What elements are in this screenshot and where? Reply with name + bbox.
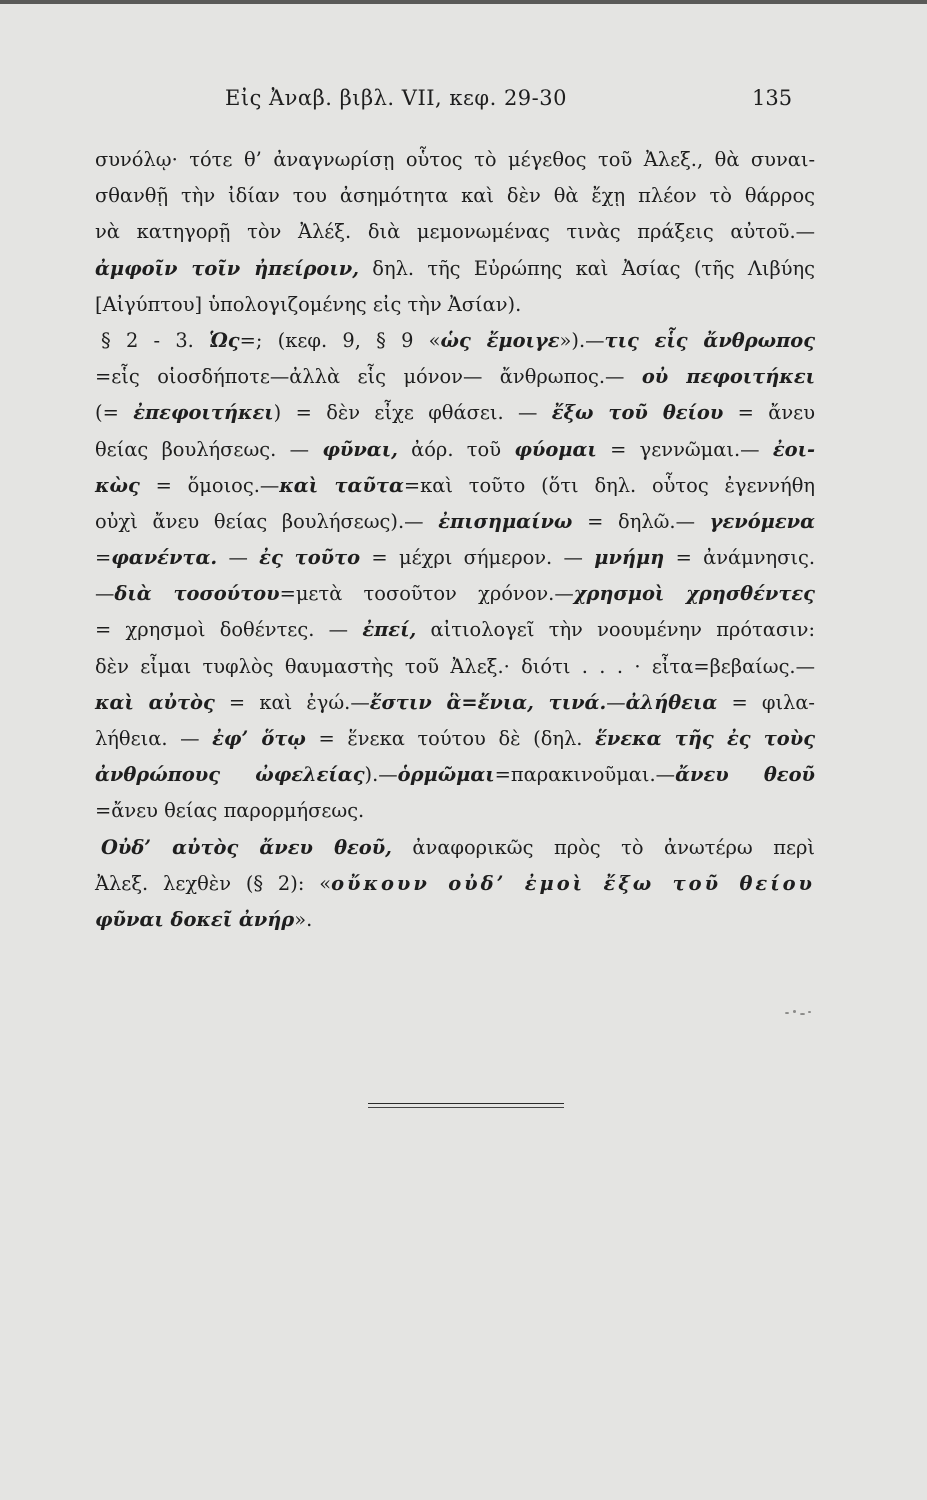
lemma: ὁρμῶμαι xyxy=(397,763,495,787)
text-line xyxy=(95,757,815,793)
text-run: = ἀνάμνησις. xyxy=(664,546,816,570)
text-run: = ἄνευ xyxy=(723,401,815,425)
text-line xyxy=(95,685,815,721)
lemma: ἐπισημαίνω xyxy=(438,509,573,533)
lemma: ἔστιν ἃ=ἔνια, τινά. xyxy=(369,690,607,714)
text-run: — xyxy=(217,546,260,570)
lemma: μνήμη xyxy=(594,546,665,570)
lemma: ἐς τοῦτο xyxy=(259,546,361,570)
running-title: Εἰς Ἀναβ. βιβλ. VII, κεφ. 29-30 xyxy=(225,86,567,110)
running-head xyxy=(0,86,927,116)
section-divider-second xyxy=(368,1107,564,1108)
text-run: = ἕνεκα τούτου δὲ (δηλ. xyxy=(305,727,596,750)
lemma: Ὡς xyxy=(209,328,240,352)
text-line xyxy=(95,793,815,829)
quotation: φῦναι δοκεῖ ἀνήρ xyxy=(95,907,295,931)
text-run: ).— xyxy=(364,763,398,787)
text-run: =ἄνευ θείας παρορμήσεως. xyxy=(95,799,365,823)
text-line xyxy=(95,323,815,359)
lemma: τις εἷς ἄνθρωπος xyxy=(604,328,816,352)
text-run: ἀόρ. τοῦ xyxy=(397,437,515,461)
text-run: ) = δὲν εἶχε φθάσει. — xyxy=(273,401,552,425)
text-line xyxy=(95,540,815,576)
lemma: ἐπεφοιτήκει xyxy=(133,401,274,425)
text-line xyxy=(95,287,815,323)
page-top-edge xyxy=(0,0,927,4)
text-run: — xyxy=(606,690,626,714)
lemma: ἔξω τοῦ θείου xyxy=(551,401,724,425)
text-line xyxy=(95,468,815,504)
text-run: =μετὰ τοσοῦτον χρόνον.— xyxy=(279,582,574,606)
lemma: γενόμενα xyxy=(709,509,816,533)
lemma: ἐοι- xyxy=(772,437,815,461)
lemma: διὰ τοσούτου xyxy=(114,582,280,606)
section-divider xyxy=(368,1103,564,1104)
text-line xyxy=(95,612,815,648)
lemma: ἀμφοῖν τοῖν ἠπείροιν, xyxy=(95,256,359,280)
text-run: § 2 - 3. xyxy=(101,328,210,352)
text-run: = χρησμοὶ δοθέντες. — xyxy=(95,618,363,642)
lemma: καὶ αὐτὸς xyxy=(95,690,215,714)
text-run: δὲν εἶμαι τυφλὸς θαυμαστὴς τοῦ Ἀλεξ.· διότι . . . · εἶτα=βεβαίως.— xyxy=(95,654,815,678)
text-run: = ὅμοιος.— xyxy=(139,473,280,497)
lemma: Οὐδ’ αὐτὸς ἄνευ θεοῦ, xyxy=(101,835,392,859)
lemma: ἄνευ θεοῦ xyxy=(675,763,815,787)
text-run: οὐχὶ ἄνευ θείας βουλήσεως).— xyxy=(95,509,439,533)
text-line xyxy=(95,142,815,178)
text-run: = γεννῶμαι.— xyxy=(596,437,773,461)
text-run: =εἷς οἱοσδήποτε—ἀλλὰ εἷς μόνον— ἄνθρωπος.— xyxy=(95,365,642,389)
text-line xyxy=(95,902,815,938)
text-run: ». xyxy=(294,907,313,931)
lemma: ἕνεκα τῆς ἐς τοὺς xyxy=(595,727,815,750)
text-line xyxy=(95,251,815,287)
commentary-body xyxy=(95,142,815,938)
text-run: σθανθῇ τὴν ἰδίαν του ἀσημότητα καὶ δὲν θὰ ἔχῃ πλέον τὸ θάρρος xyxy=(95,184,815,208)
text-line xyxy=(95,649,815,685)
text-line xyxy=(95,178,815,214)
text-run: αἰτιολογεῖ τὴν νοουμένην πρότασιν: xyxy=(416,618,815,642)
text-run: = μέχρι σήμερον. — xyxy=(360,546,595,570)
lemma: φῦναι, xyxy=(322,437,398,461)
lemma: φανέντα. xyxy=(111,546,218,570)
text-line xyxy=(95,721,815,757)
text-run: =; (κεφ. 9, § 9 « xyxy=(239,328,441,352)
lemma: οὐ πεφοιτήκει xyxy=(641,365,815,389)
text-run: Ἀλεξ. λεχθὲν (§ 2): « xyxy=(95,871,332,895)
lemma: χρησμοὶ χρησθέντες xyxy=(573,582,815,606)
page-number: 135 xyxy=(752,86,793,110)
text-run: νὰ κατηγορῇ τὸν Ἀλέξ. διὰ μεμονωμένας τινὰς πράξεις αὐτοῦ.— xyxy=(95,220,815,244)
text-run: = καὶ ἐγώ.— xyxy=(214,690,370,714)
text-line xyxy=(95,576,815,612)
text-run: ἀναφορικῶς πρὸς τὸ ἀνωτέρω περὶ xyxy=(391,835,816,859)
text-run: δηλ. τῆς Εὐρώπης καὶ Ἀσίας (τῆς Λιβύης xyxy=(358,256,815,280)
lemma: καὶ ταῦτα xyxy=(279,473,404,497)
text-line xyxy=(95,830,815,866)
lemma: ἀλήθεια xyxy=(625,690,718,714)
text-run: [Αἰγύπτου] ὑπολογιζομένης εἰς τὴν Ἀσίαν). xyxy=(95,292,522,316)
lemma: ἐφ’ ὅτῳ xyxy=(212,727,306,750)
text-run: =καὶ τοῦτο (ὅτι δηλ. οὗτος ἐγεννήθη xyxy=(403,473,815,497)
quotation: οὔκουν οὐδ’ ἐμοὶ ἔξω τοῦ θείου xyxy=(331,871,815,895)
text-run: =παρακινοῦμαι.— xyxy=(494,763,676,787)
text-run: λήθεια. — xyxy=(95,727,213,750)
text-run: = φιλα- xyxy=(717,690,815,714)
text-line xyxy=(95,359,815,395)
text-run: συνόλῳ· τότε θ’ ἀναγνωρίσῃ οὗτος τὸ μέγεθος τοῦ Ἀλεξ., θὰ συναι- xyxy=(95,148,815,171)
paper-speck xyxy=(785,1010,813,1016)
lemma: ἐπεί, xyxy=(362,618,417,642)
text-line xyxy=(95,866,815,902)
text-line xyxy=(95,504,815,540)
text-run: (= xyxy=(95,401,134,425)
lemma: κὼς xyxy=(95,473,140,497)
text-run: — xyxy=(95,582,115,606)
text-run: θείας βουλήσεως. — xyxy=(95,437,323,461)
lemma: φύομαι xyxy=(514,437,597,461)
text-line xyxy=(95,214,815,250)
text-run: »).— xyxy=(559,328,605,352)
text-line xyxy=(95,432,815,468)
lemma: ἀνθρώπους ὠφελείας xyxy=(95,763,365,787)
text-line xyxy=(95,395,815,431)
text-run: = xyxy=(95,546,112,570)
text-run: = δηλῶ.— xyxy=(572,509,710,533)
lemma: ὡς ἔμοιγε xyxy=(440,328,560,352)
